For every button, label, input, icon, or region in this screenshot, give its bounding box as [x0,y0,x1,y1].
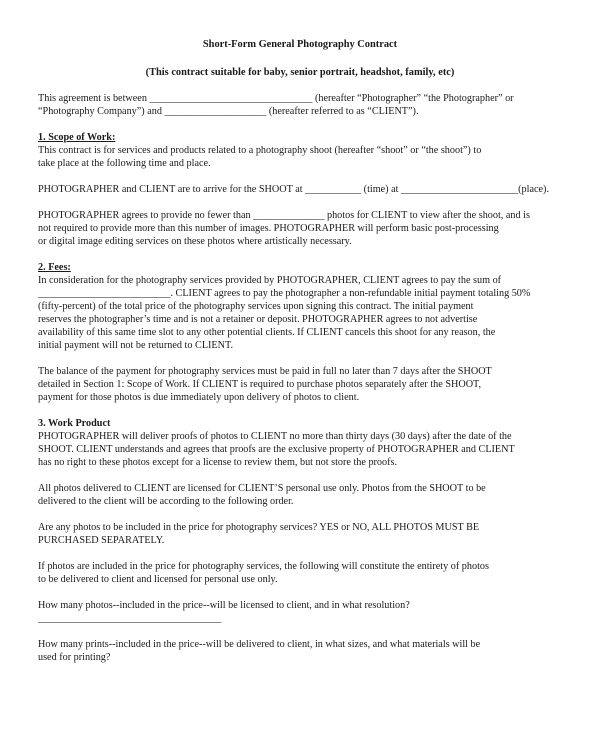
document-subtitle: (This contract suitable for baby, senior portrait, headshot, family, etc) [145,67,455,78]
s3-p6-line-1: How many prints--included in the price--will be delivered to client, in what sizes, and what materials will be [38,639,481,650]
document-title: Short-Form General Photography Contract [202,39,398,50]
s3-p5-line-1: How many photos--included in the price--will be licensed to client, and in what resolution? [38,600,410,611]
s1-p1-line-2: take place at the following time and place. [38,158,211,169]
s3-p1-line-3: has no right to these photos except for a license to review them, but not store the proofs. [38,457,398,468]
s3-p1-line-1: PHOTOGRAPHER will deliver proofs of photos to CLIENT no more than thirty days (30 days) after the date of the [38,431,512,442]
s1-p3-line-2: not required to provide more than this number of images. PHOTOGRAPHER will perform basic post-processing [38,223,499,234]
section-3-heading: 3. Work Product [38,418,111,429]
s3-p3-line-2: PURCHASED SEPARATELY. [38,535,165,546]
s2-p1-line-1: In consideration for the photography services provided by PHOTOGRAPHER, CLIENT agrees to pay the sum of [38,275,502,286]
s2-p2-line-2: detailed in Section 1: Scope of Work. If CLIENT is required to purchase photos separately after the SHOOT, [38,379,482,390]
s3-p6-line-2: used for printing? [38,652,111,663]
s1-p3-line-3: or digital image editing services on these photos where artistically necessary. [38,236,352,247]
document-body [38,92,571,664]
s2-p2-line-3: payment for those photos is due immediately upon delivery of photos to client. [38,392,360,403]
s3-p2-line-2: delivered to the client will be according to the following order. [38,496,294,507]
s1-p2: PHOTOGRAPHER and CLIENT are to arrive for the SHOOT at ___________ (time) at _______________________(place). [38,184,549,195]
s3-p5-line-2: ____________________________________ [38,613,222,624]
section-1-heading: 1. Scope of Work: [38,132,116,143]
s2-p2-line-1: The balance of the payment for photography services must be paid in full no later than 7 days after the SHOOT [38,366,492,377]
s2-p1-line-4: reserves the photographer’s time and is not a retainer or deposit. PHOTOGRAPHER agrees to not advertise [38,314,478,325]
s2-p1-line-2: __________________________. CLIENT agrees to pay the photographer a non-refundable initial payment totaling 50% [38,288,531,299]
intro-line-1: This agreement is between ________________________________ (hereafter “Photographer” “the Photographer” or [38,93,514,104]
s3-p3-line-1: Are any photos to be included in the price for photography services? YES or NO, ALL PHOTOS MUST BE [38,522,480,533]
s2-p1-line-3: (fifty-percent) of the total price of the photography services upon signing this contract. The initial payment [38,301,474,312]
s1-p3-line-1: PHOTOGRAPHER agrees to provide no fewer than ______________ photos for CLIENT to view after the shoot, and is [38,210,530,221]
s2-p1-line-5: availability of this same time slot to any other potential clients. If CLIENT cancels this shoot for any reason, the [38,327,496,338]
s3-p2-line-1: All photos delivered to CLIENT are licensed for CLIENT’S personal use only. Photos from the SHOOT to be [38,483,486,494]
section-2-heading: 2. Fees: [38,262,71,273]
s3-p1-line-2: SHOOT. CLIENT understands and agrees that proofs are the exclusive property of PHOTOGRAPHER and CLIENT [38,444,515,455]
s3-p4-line-2: to be delivered to client and licensed for personal use only. [38,574,278,585]
intro-line-2: “Photography Company”) and ____________________ (hereafter referred to as “CLIENT”). [38,106,419,117]
s1-p1-line-1: This contract is for services and products related to a photography shoot (hereafter “shoot” or “the shoot”) to [38,145,482,156]
s2-p1-line-6: initial payment will not be returned to CLIENT. [38,340,234,351]
s3-p4-line-1: If photos are included in the price for photography services, the following will constitute the entirety of photos [38,561,489,572]
